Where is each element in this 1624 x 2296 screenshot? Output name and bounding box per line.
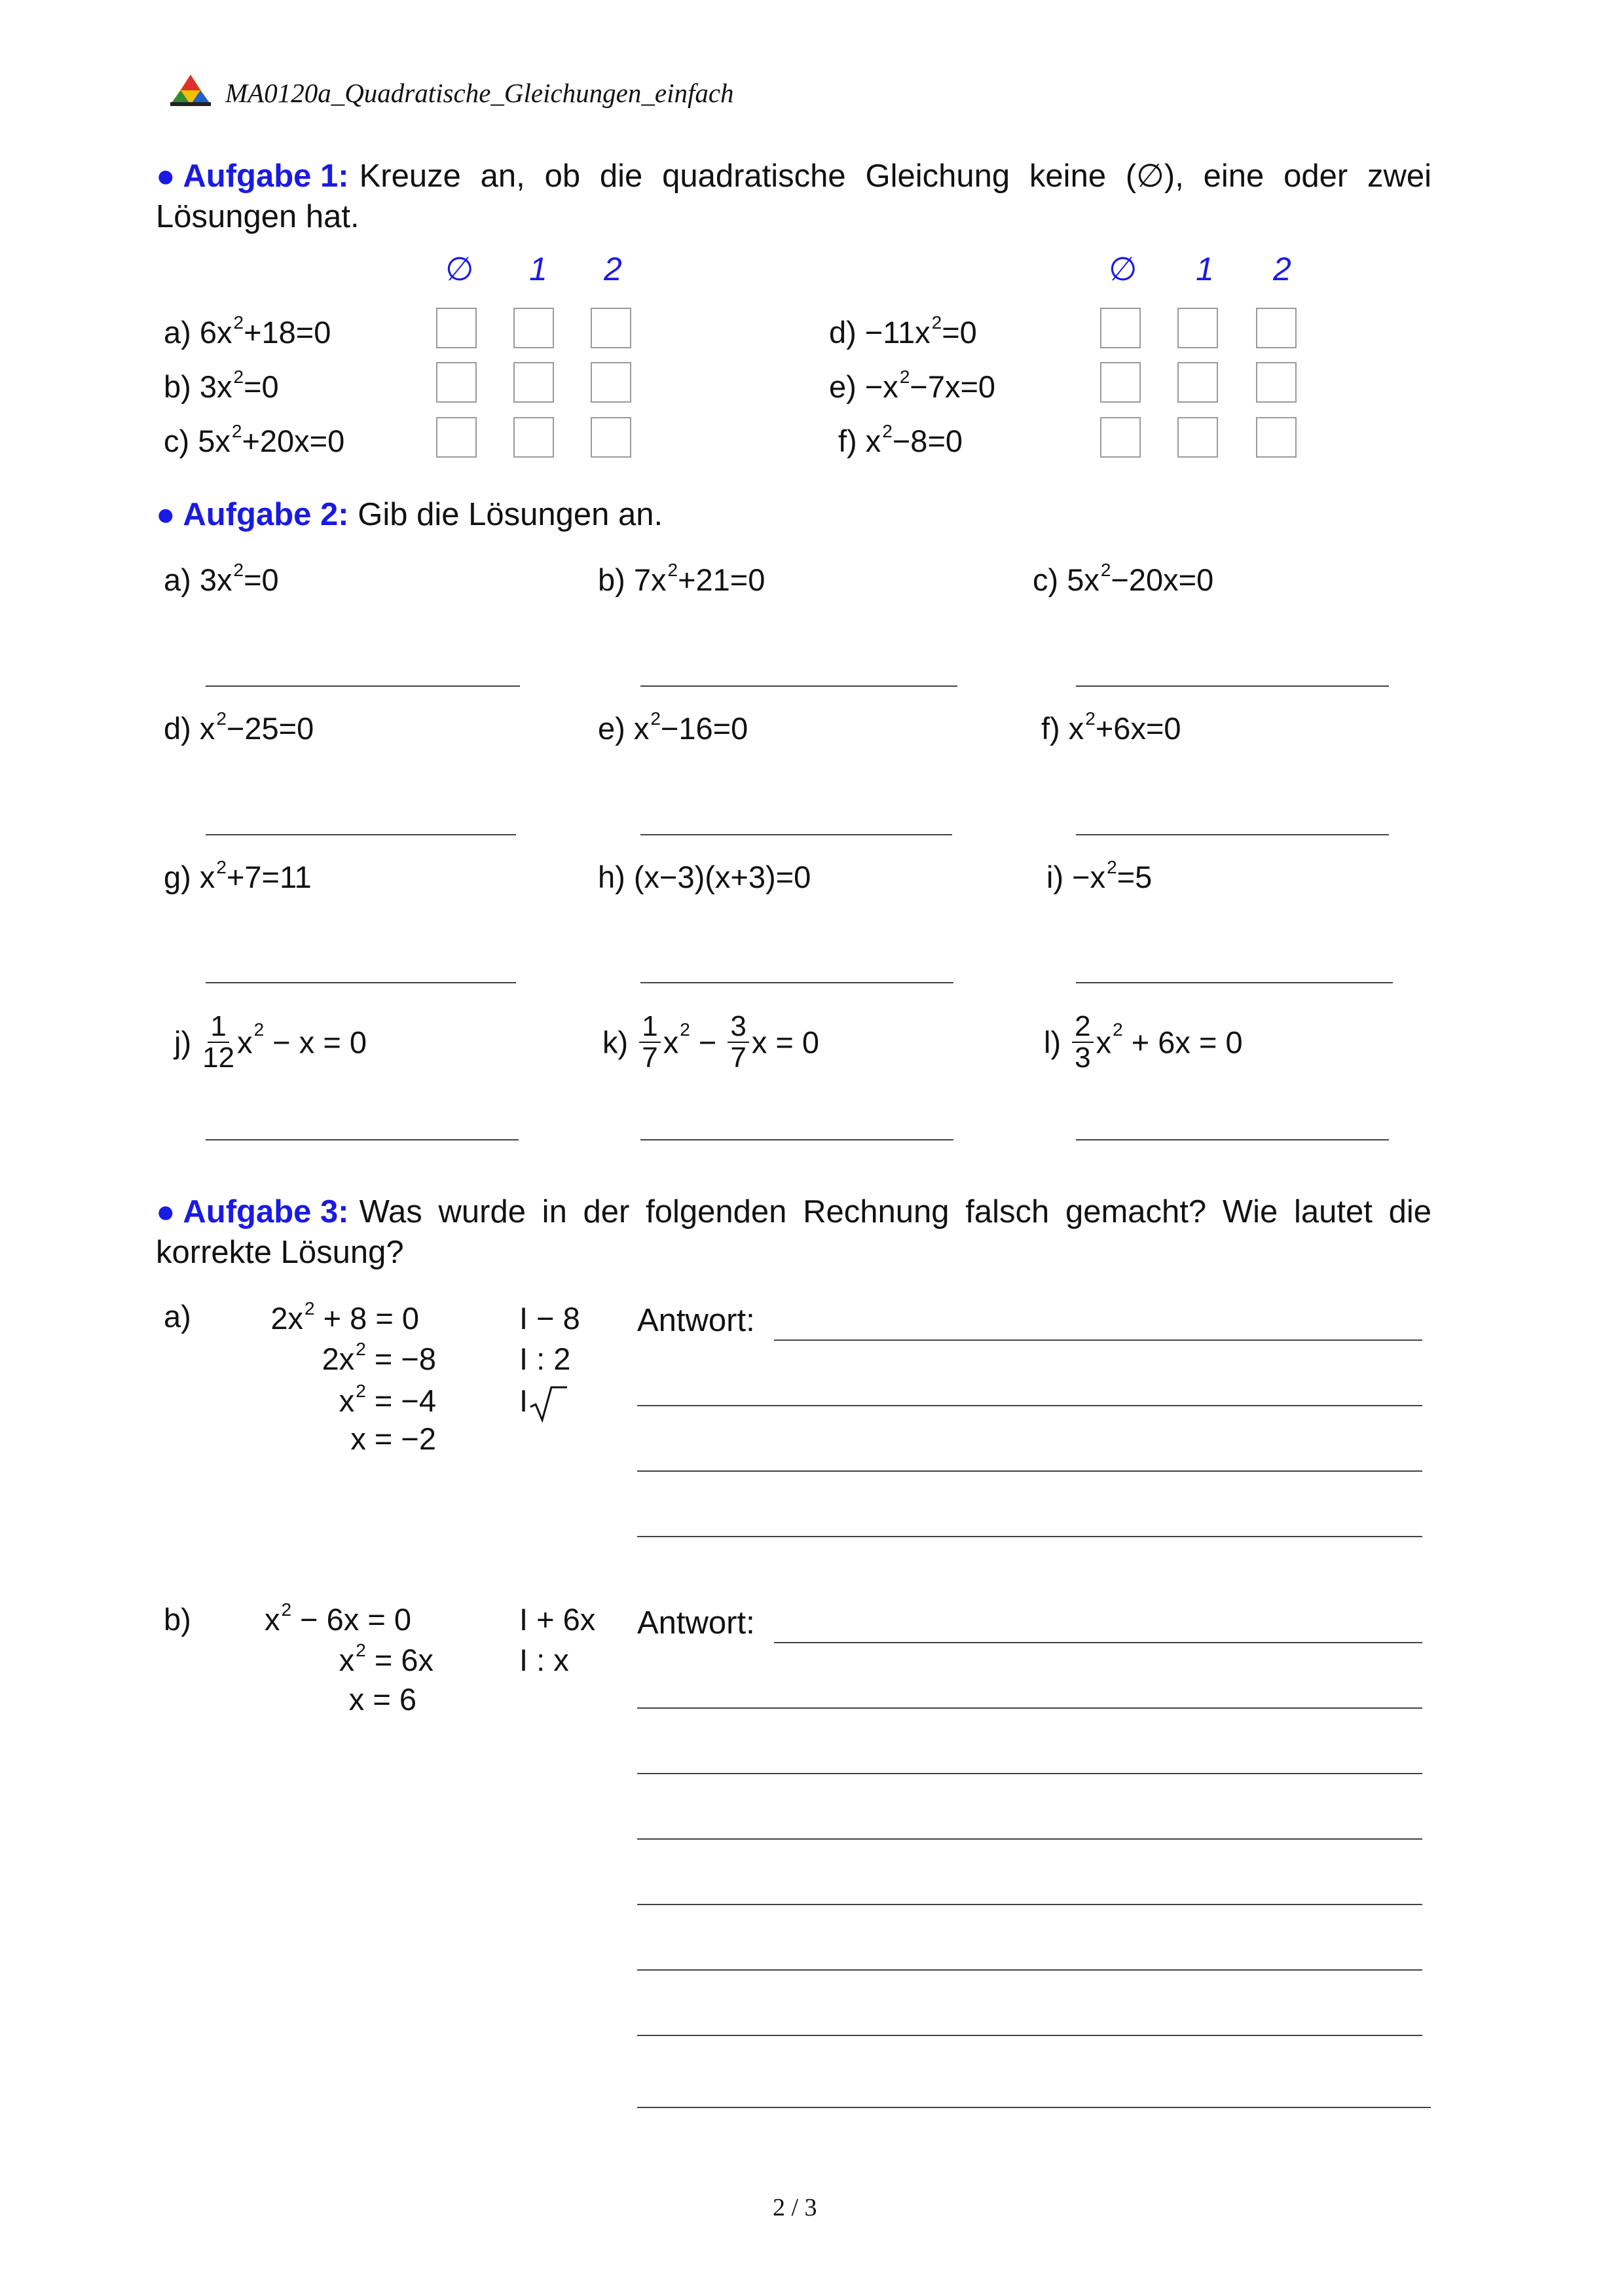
task3-a-answer-line-3[interactable] (637, 1470, 1422, 1472)
task2-item-j: j) $\frac{1}{12}$ $x^2 - x = 0$ (174, 1010, 367, 1074)
pyramid-logo-icon (168, 73, 213, 107)
fraction-k-2: $\frac{3}{7}$ (728, 1011, 748, 1073)
answer-line-h[interactable] (640, 982, 953, 983)
task1-item-c: c) $5x^2+20x=0$ (164, 421, 345, 458)
answer-line-i[interactable] (1076, 982, 1393, 983)
task2-item-f: f) $x^2+6x=0$ (1041, 708, 1181, 746)
col-head-one-right: 1 (1196, 251, 1214, 287)
task2-item-l: l) $\frac{2}{3}$ $x^2 + 6x = 0$ (1044, 1010, 1243, 1074)
col-head-one: 1 (529, 251, 547, 287)
task2-intro (156, 494, 663, 535)
task3-b-answer-line-8[interactable] (637, 2107, 1431, 2108)
page-number: 2 / 3 (773, 2194, 817, 2221)
task3-b-step1: $x^2 - 6x = 0$ (265, 1599, 411, 1637)
checkbox-d-two[interactable] (1256, 308, 1297, 348)
checkbox-c-none[interactable] (436, 417, 477, 458)
task3-text-line1: Was wurde in der folgenden Rechnung falsch gemacht? Wie lautet die (359, 1194, 1431, 1230)
answer-line-e[interactable] (640, 834, 952, 835)
fraction-j: $\frac{1}{12}$ (202, 1010, 235, 1074)
task3-a-answer-line-4[interactable] (637, 1536, 1422, 1537)
task3-a-letter: a) (164, 1299, 191, 1334)
checkbox-d-none[interactable] (1100, 308, 1141, 348)
task1-item-e: $e) -x^2-7x=0$ (829, 367, 996, 404)
square-root-icon (528, 1385, 568, 1423)
document-title: MA0120a_Quadratische_Gleichungen_einfach (225, 78, 734, 108)
task3-a-op1: I − 8 (519, 1301, 580, 1336)
task3-a-step3: $x^2 = -4$ (339, 1381, 436, 1418)
fraction-k-1: $\frac{1}{7}$ (639, 1011, 660, 1073)
task3-text-line2: korrekte Lösung? (156, 1235, 404, 1270)
checkbox-e-one[interactable] (1177, 362, 1218, 403)
task3-b-answer-line-4[interactable] (637, 1838, 1422, 1840)
answer-line-j[interactable] (206, 1139, 519, 1140)
checkbox-b-none[interactable] (436, 362, 477, 403)
checkbox-b-one[interactable] (513, 362, 554, 403)
checkbox-f-two[interactable] (1256, 417, 1297, 458)
task2-item-b: b) $7x^2+21=0$ (598, 560, 766, 597)
task3-a-step2: $2x^2 = -8$ (322, 1339, 436, 1376)
task3-b-answer-line-2[interactable] (637, 1707, 1422, 1709)
checkbox-f-one[interactable] (1177, 417, 1218, 458)
checkbox-a-none[interactable] (436, 308, 477, 348)
task3-b-answer-line-6[interactable] (637, 1969, 1422, 1971)
checkbox-f-none[interactable] (1100, 417, 1141, 458)
fraction-l: $\frac{2}{3}$ (1072, 1011, 1093, 1073)
task2-item-c: c) $5x^2-20x=0$ (1033, 560, 1214, 597)
task3-b-letter: b) (164, 1602, 191, 1637)
task1-intro (156, 156, 1431, 237)
task3-b-op2: I : x (519, 1643, 569, 1677)
task2-item-d: d) $x^2-25=0$ (164, 708, 314, 746)
task2-item-g: g) $x^2+7=11$ (164, 857, 312, 894)
answer-line-l[interactable] (1076, 1139, 1389, 1140)
answer-line-g[interactable] (206, 982, 516, 983)
task3-a-op3: I (519, 1383, 568, 1423)
task3-a-answer-label: Antwort: (637, 1303, 755, 1338)
checkbox-a-two[interactable] (591, 308, 631, 348)
task3-label: ● Aufgabe 3: (156, 1194, 349, 1230)
answer-line-c[interactable] (1076, 685, 1389, 687)
answer-line-f[interactable] (1076, 834, 1389, 835)
task3-b-answer-line-5[interactable] (637, 1904, 1422, 1905)
task1-text-line1: Kreuze an, ob die quadratische Gleichung keine (∅), eine oder zwei (359, 158, 1431, 194)
task1-item-f: f) $x^2-8=0$ (838, 421, 963, 458)
task3-b-answer-line-3[interactable] (637, 1773, 1422, 1774)
col-head-two-right: 2 (1273, 251, 1291, 287)
task3-b-answer-label: Antwort: (637, 1605, 755, 1641)
task3-a-answer-line-1[interactable] (774, 1339, 1422, 1341)
task2-item-h: h) (x−3)(x+3)=0 (598, 860, 811, 894)
task3-b-step3: x = 6 (348, 1682, 416, 1717)
task3-a-step1: $2x^2 + 8 = 0$ (270, 1298, 419, 1336)
answer-line-a[interactable] (206, 685, 520, 687)
task3-b-answer-line-7[interactable] (637, 2035, 1422, 2036)
col-head-none-right: ∅ (1109, 251, 1137, 287)
task3-a-op2: I : 2 (519, 1341, 571, 1376)
task1-item-a: a) $6x^2+18=0$ (164, 312, 331, 350)
task1-text-line2: Lösungen hat. (156, 199, 360, 234)
task2-item-e: e) $x^2-16=0$ (598, 708, 748, 746)
checkbox-c-two[interactable] (591, 417, 631, 458)
task3-a-answer-line-2[interactable] (637, 1405, 1422, 1406)
checkbox-e-two[interactable] (1256, 362, 1297, 403)
col-head-none: ∅ (445, 251, 474, 287)
answer-line-b[interactable] (640, 685, 957, 687)
answer-line-d[interactable] (206, 834, 516, 835)
task1-item-d: $d) -11x^2=0$ (829, 312, 977, 350)
task3-b-answer-line-1[interactable] (774, 1642, 1422, 1643)
task3-intro (156, 1192, 1431, 1273)
checkbox-d-one[interactable] (1177, 308, 1218, 348)
task2-item-a: a) $3x^2=0$ (164, 560, 279, 597)
task3-b-op1: I + 6x (519, 1602, 596, 1637)
col-head-two: 2 (604, 251, 622, 287)
checkbox-c-one[interactable] (513, 417, 554, 458)
task1-label: ● Aufgabe 1: (156, 158, 349, 194)
checkbox-e-none[interactable] (1100, 362, 1141, 403)
task3-a-step4: x = −2 (350, 1421, 436, 1456)
task2-text: Gib die Lösungen an. (358, 497, 663, 532)
task1-item-b: b) $3x^2=0$ (164, 367, 279, 404)
answer-line-k[interactable] (640, 1139, 953, 1140)
task2-item-k: k) $\frac{1}{7}$ $x^2$ − $\frac{3}{7}$ x = 0 (602, 1010, 820, 1074)
checkbox-b-two[interactable] (591, 362, 631, 403)
task2-label: ● Aufgabe 2: (156, 497, 349, 532)
task3-b-step2: $x^2 = 6x$ (339, 1640, 434, 1677)
task2-item-i: $i) -x^2=5$ (1046, 857, 1153, 894)
checkbox-a-one[interactable] (513, 308, 554, 348)
